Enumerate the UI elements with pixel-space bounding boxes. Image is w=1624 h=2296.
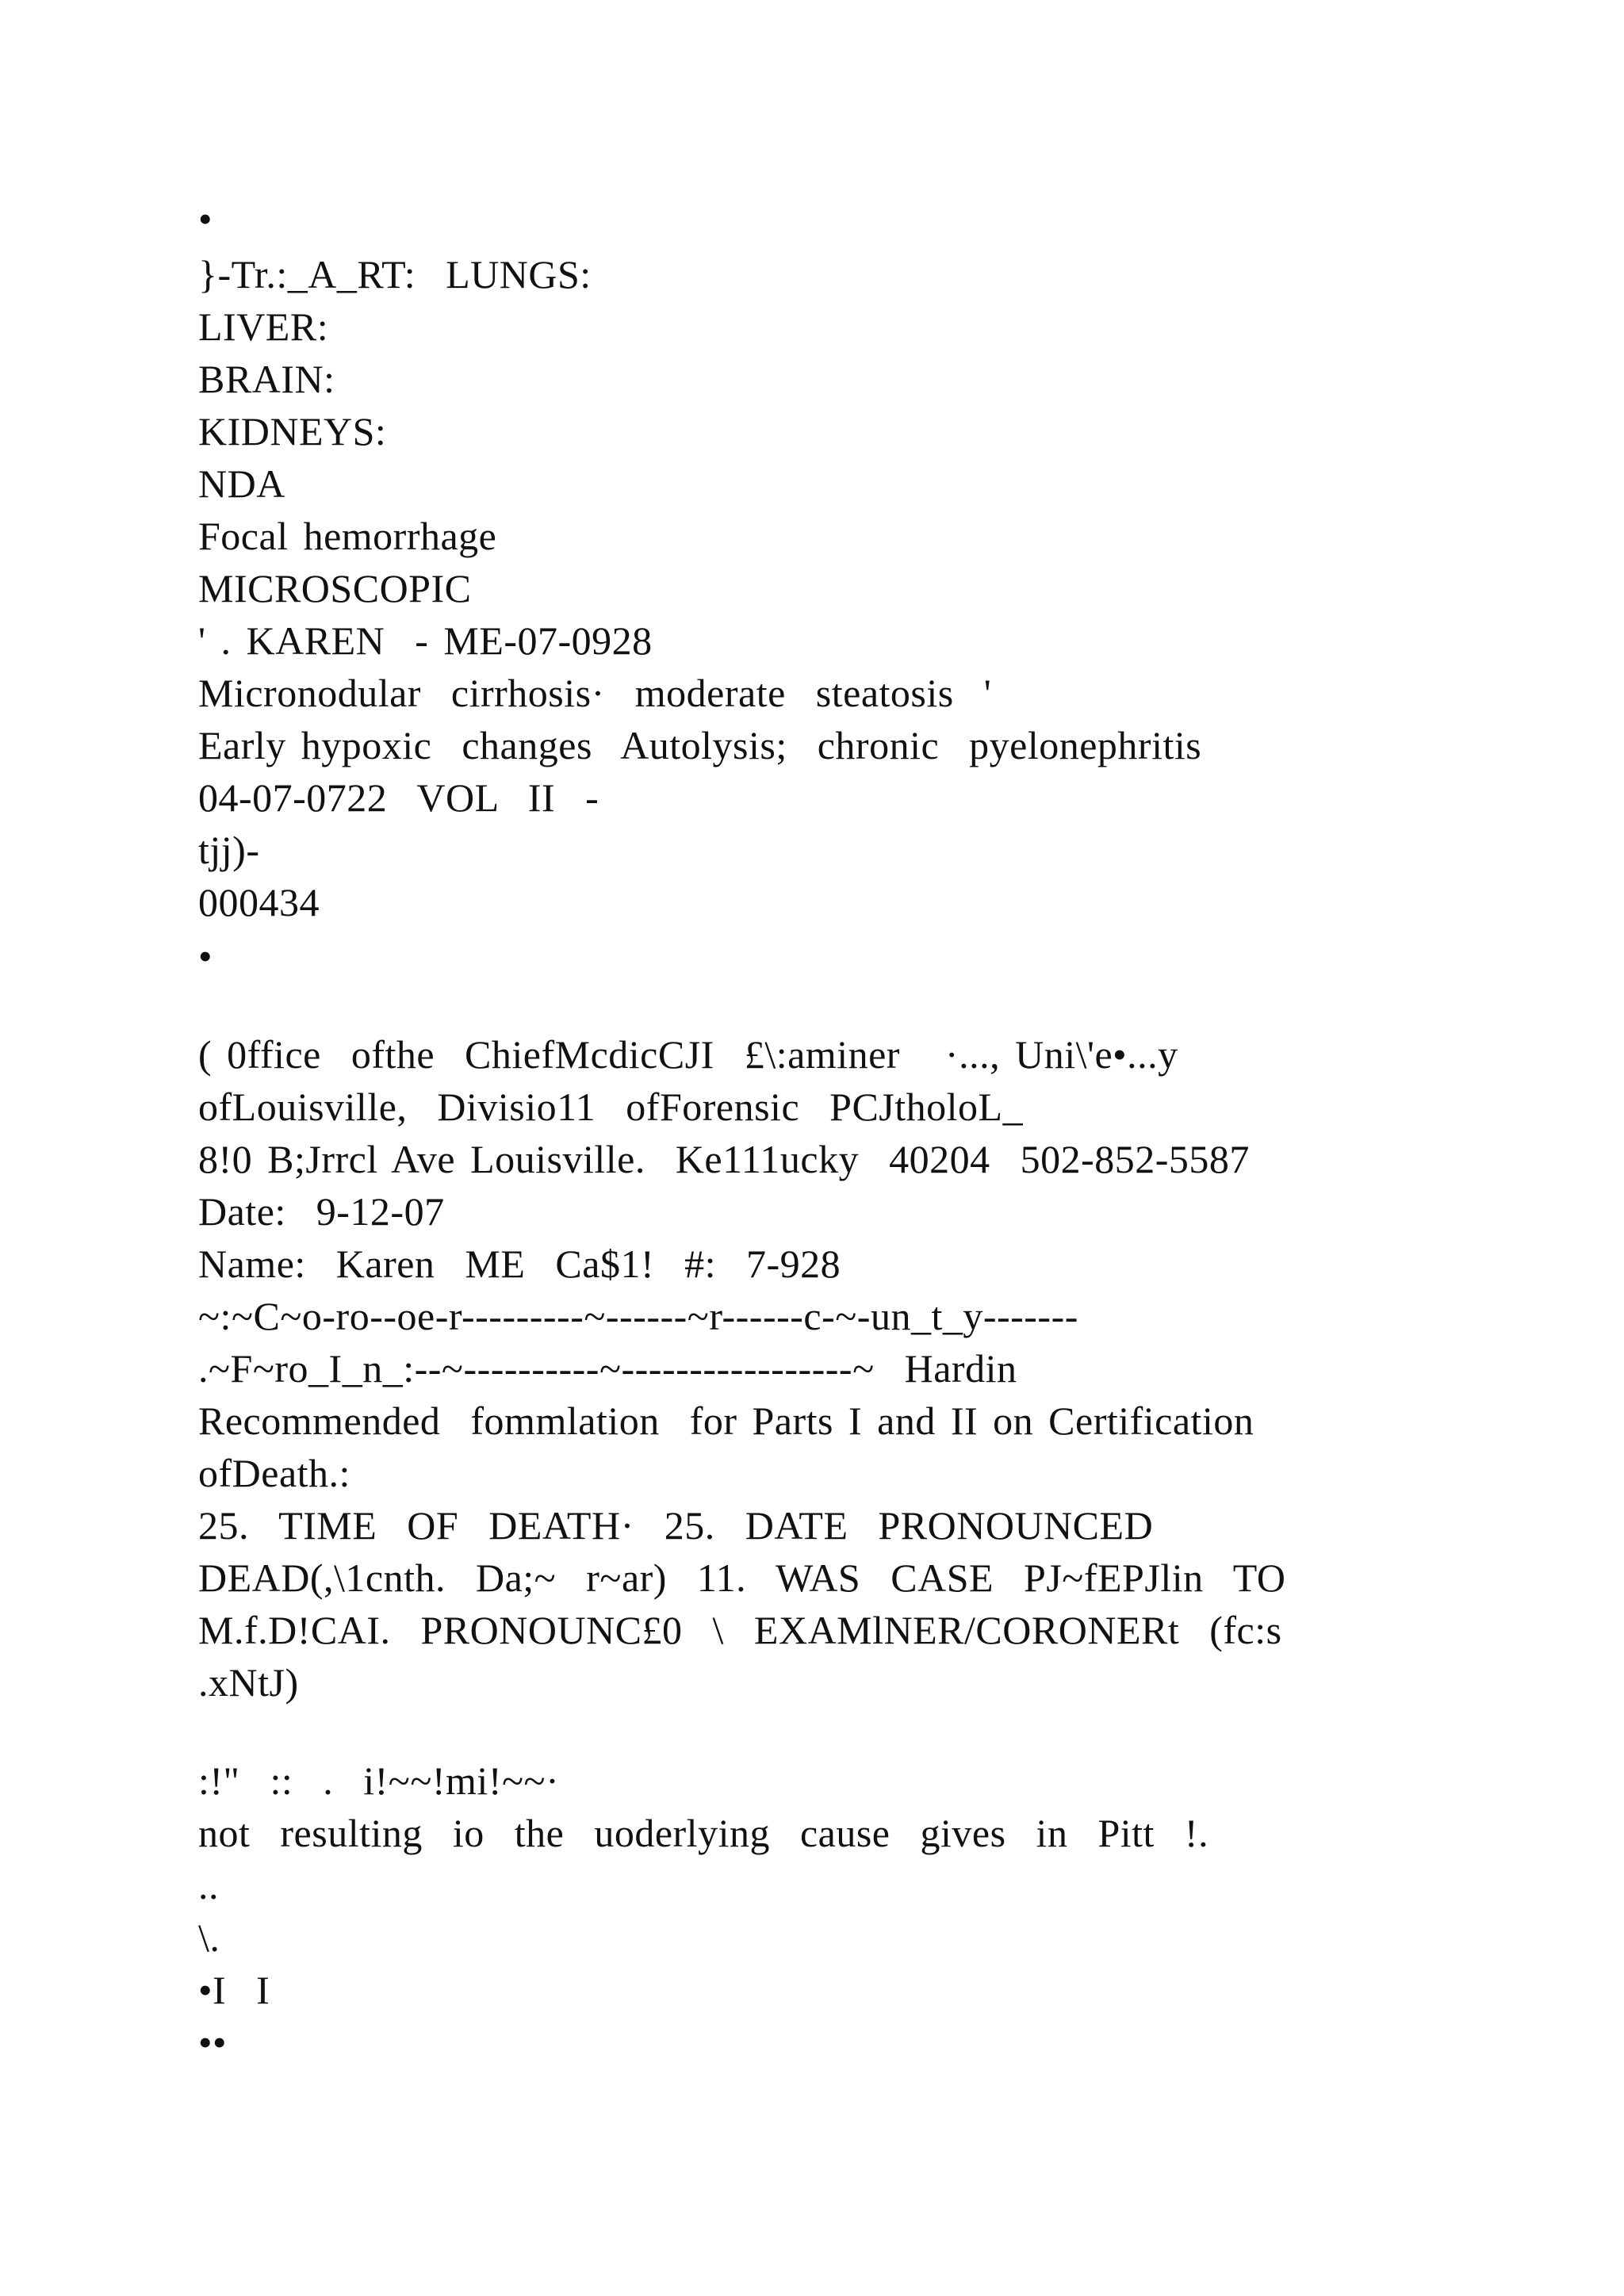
- mfd-line: M.f.D!CAI. PRONOUNC£0 \ EXAMlNER/CORONERt (fc:s: [198, 1608, 1282, 1652]
- kidneys-label: KIDNEYS:: [198, 409, 387, 453]
- coroner-county-line: ~:~C~o-ro--oe-r---------~------~r------c-~-un_t_y-------: [198, 1294, 1078, 1338]
- karen-case-line: ' . KAREN - ME-07-0928: [198, 618, 653, 663]
- address-line: 8!0 B;Jrrcl Ave Louisville. Ke111ucky 40204 502-852-5587: [198, 1137, 1250, 1181]
- time-of-death-line: 25. TIME OF DEATH· 25. DATE PRONOUNCED: [198, 1503, 1154, 1548]
- recommended-line-1: Recommended fommlation for Parts I and II on Certification: [198, 1399, 1254, 1443]
- name-case-line: Name: Karen ME Ca$1! #: 7-928: [198, 1242, 841, 1286]
- date-line: Date: 9-12-07: [198, 1189, 445, 1234]
- backslash-line: \.: [198, 1915, 220, 1960]
- from-line: .~F~ro_I_n_:--~----------~-----------------~ Hardin: [198, 1346, 1017, 1391]
- bullet-top: •: [198, 197, 213, 241]
- page-number: 000434: [198, 880, 320, 924]
- nda-text: NDA: [198, 461, 285, 506]
- bullet-ii-line: •I I: [198, 1968, 270, 2012]
- document-page: [198, 0, 1594, 2296]
- early-hypoxic-text: Early hypoxic changes Autolysis; chronic pyelonephritis: [198, 723, 1202, 767]
- volume-line: 04-07-0722 VOL II -: [198, 775, 599, 820]
- focal-hemorrhage-text: Focal hemorrhage: [198, 514, 497, 558]
- dots-line: ..: [198, 1863, 219, 1908]
- brain-label: BRAIN:: [198, 357, 335, 401]
- garbled-line: :!" :: . i!~~!mi!~~·: [198, 1758, 560, 1803]
- double-bullet-line: ••: [198, 2020, 228, 2064]
- micronodular-text: Micronodular cirrhosis· moderate steatosis ': [198, 671, 992, 715]
- microscopic-heading: MICROSCOPIC: [198, 566, 472, 610]
- not-resulting-line: not resulting io the uoderlying cause gives in Pitt !.: [198, 1811, 1209, 1855]
- tjj-text: tjj)-: [198, 828, 260, 872]
- recommended-line-2: ofDeath.:: [198, 1451, 350, 1495]
- liver-label: LIVER:: [198, 304, 329, 349]
- heart-lungs-label: }-Tr.:_A_RT: LUNGS:: [198, 252, 592, 297]
- xntj-line: .xNtJ): [198, 1660, 299, 1705]
- bullet-bottom: •: [198, 934, 213, 978]
- dead-line: DEAD(,\1cnth. Da;~ r~ar) 11. WAS CASE PJ~fEPJlin TO: [198, 1556, 1286, 1600]
- office-line-1: ( 0ffice ofthe ChiefMcdicCJI £\:aminer ·..., Uni\'e•...y: [198, 1032, 1178, 1077]
- office-line-2: ofLouisville, Divisio11 ofForensic PCJtholoL_: [198, 1085, 1024, 1129]
